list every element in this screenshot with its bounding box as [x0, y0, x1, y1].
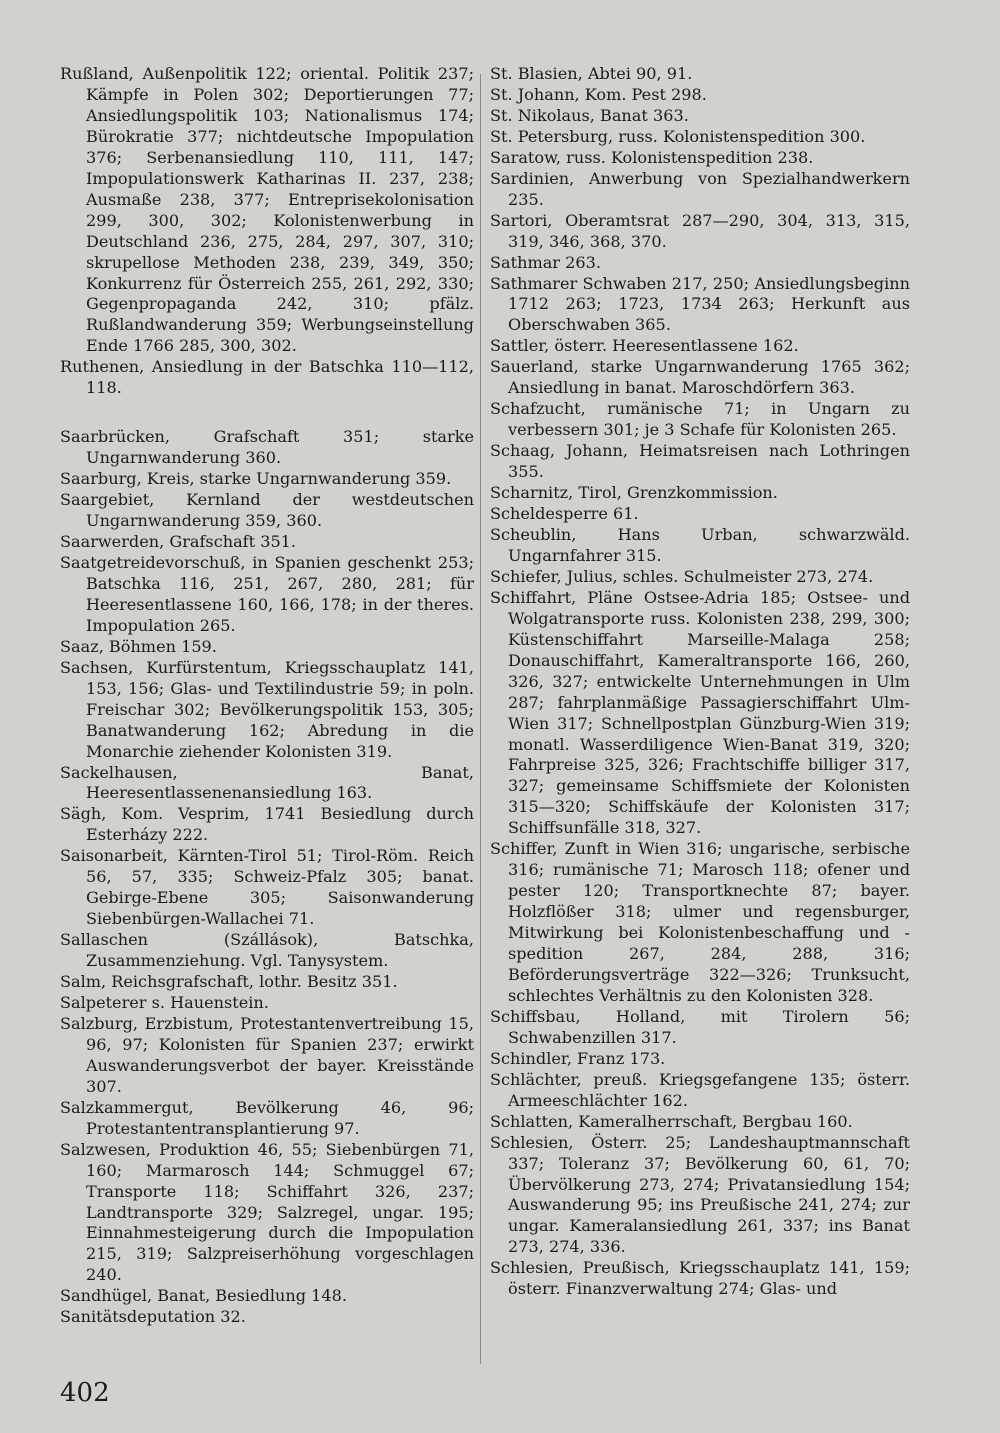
entry-text: Kernland der westdeutschen Ungarnwanderung 359, 360. [86, 490, 474, 531]
index-entry [490, 1112, 910, 1133]
entry-headword: St. Nikolaus, [490, 105, 595, 125]
entry-headword: Schafzucht, [490, 399, 586, 419]
entry-text: Österr. 25; Landeshauptmannschaft 337; Toleranz 37; Bevölkerung 60, 61, 70; Übervölkerung 273, 274; Privatansiedlung 154; Auswanderung 95; ins Preußische 241, 274; zur ungar. Kameralansiedlung 261, 337; ins Banat 273, 274, 336. [508, 1132, 910, 1257]
index-entry [60, 427, 474, 469]
entry-headword: Sackelhausen, [60, 762, 178, 782]
entry-headword: Sathmarer Schwaben [490, 273, 667, 293]
column-divider [480, 74, 481, 1364]
entry-headword: Sartori, [490, 210, 553, 230]
entry-text: Kärnten-Tirol 51; Tirol-Röm. Reich 56, 57, 335; Schweiz-Pfalz 305; banat. Gebirge-Ebene 305; Saisonwanderung Siebenbürgen-Wallachei 71. [86, 846, 474, 929]
index-entry [490, 253, 910, 274]
index-entry [490, 588, 910, 839]
entry-headword: Saargebiet, [60, 490, 155, 510]
index-entry [490, 1070, 910, 1112]
index-entry [490, 85, 910, 106]
entry-headword: Rußland, [60, 64, 134, 83]
entry-text: russ. Kolonistenspedition 238. [561, 147, 814, 167]
entry-text: Anwerbung von Spezialhandwerkern 235. [508, 168, 910, 209]
entry-text: Grafschaft 351. [164, 532, 297, 552]
entry-text: Kom. Pest 298. [579, 84, 707, 104]
index-entry [490, 483, 910, 504]
index-entry [490, 504, 910, 525]
index-entry [60, 490, 474, 532]
entry-text: Kameralherrschaft, Bergbau 160. [573, 1111, 853, 1131]
index-entry [490, 1258, 910, 1300]
entry-headword: Schiffahrt, [490, 587, 577, 607]
entry-headword: Sägh, [60, 804, 107, 824]
entry-text: Oberamtsrat 287—290, 304, 313, 315, 319, 346, 368, 370. [508, 210, 910, 251]
entry-text: in Spanien geschenkt 253; Batschka 116, 251, 267, 280, 281; für Heeresentlassene 160, 166, 178; in der theres. Impopulation 265. [86, 552, 474, 635]
entry-headword: Sanitätsdeputation [60, 1307, 216, 1327]
entry-text: Banat 363. [594, 105, 689, 125]
index-entry [490, 357, 910, 399]
entry-text: Grafschaft 351; starke Ungarnwanderung 360. [86, 427, 474, 468]
index-entry [490, 127, 910, 148]
index-entry [60, 357, 474, 399]
index-entry [490, 148, 910, 169]
entry-headword: Schlesien, [490, 1258, 574, 1278]
section-gap [60, 399, 474, 427]
entry-text: Banat, Besiedlung 148. [152, 1286, 348, 1306]
entry-headword: Salzburg, [60, 1013, 139, 1033]
index-entry [60, 846, 474, 930]
entry-text: Bevölkerung 46, 96; Protestantentransplantierung 97. [86, 1097, 474, 1138]
entry-headword: Salm, [60, 972, 107, 992]
index-entry [60, 1140, 474, 1287]
entry-text: starke Ungarnwanderung 1765 362; Ansiedlung in banat. Maroschdörfern 363. [508, 357, 910, 398]
index-entry [490, 64, 910, 85]
entry-text: österr. Heeresentlassene 162. [549, 336, 799, 356]
entry-headword: Ruthenen, [60, 357, 145, 377]
entry-headword: Scheublin, [490, 524, 577, 544]
index-entry [490, 567, 910, 588]
entry-headword: Saisonarbeit, [60, 846, 168, 866]
index-entry [60, 658, 474, 763]
entry-text: s. Hauenstein. [146, 992, 269, 1012]
index-entry [490, 441, 910, 483]
index-entry [490, 336, 910, 357]
entry-headword: Saatgetreidevorschuß, [60, 552, 246, 572]
left-index-column [60, 64, 474, 1328]
entry-headword: Schlatten, [490, 1111, 574, 1131]
entry-headword: Schiffsbau, [490, 1006, 581, 1026]
entry-headword: Sardinien, [490, 168, 575, 188]
entry-headword: Sandhügel, [60, 1286, 153, 1306]
entry-headword: Schindler, [490, 1048, 572, 1068]
index-entry [60, 64, 474, 357]
entry-text: Banat, Heeresentlassenenansiedlung 163. [86, 762, 474, 803]
entry-headword: Schaag, [490, 441, 556, 461]
entry-headword: Schlesien, [490, 1132, 574, 1152]
entry-headword: Saarburg, [60, 469, 142, 489]
index-entry [490, 274, 910, 337]
entry-text: Erzbistum, Protestantenvertreibung 15, 96, 97; Kolonisten für Spanien 237; erwirkt Auswanderungsverbot der bayer. Kreisstände 307. [86, 1013, 474, 1096]
index-entry [490, 211, 910, 253]
entry-text: 32. [215, 1307, 246, 1327]
entry-headword: Sallaschen [60, 930, 149, 950]
entry-headword: Schiefer, [490, 566, 562, 586]
index-entry [60, 1098, 474, 1140]
entry-text: Reichsgrafschaft, lothr. Besitz 351. [106, 972, 398, 992]
entry-headword: Scheldesperre [490, 504, 608, 524]
entry-headword: Sachsen, [60, 657, 134, 677]
entry-headword: Salzkammergut, [60, 1097, 194, 1117]
entry-text: Tirol, Grenzkommission. [573, 483, 778, 503]
entry-text: 217, 250; Ansiedlungsbeginn 1712 263; 1723, 1734 263; Herkunft aus Oberschwaben 365. [508, 273, 910, 335]
index-entry [490, 525, 910, 567]
entry-text: Pläne Ostsee-Adria 185; Ostsee- und Wolgatransporte russ. Kolonisten 238, 299, 300; Küstenschiffahrt Marseille-Malaga 258; Donauschiffahrt, Kameraltransporte 166, 260, 326, 327; entwickelte Unternehmungen in Ulm 287; fahrplanmäßige Passagierschiffahrt Ulm-Wien 317; Schnellpostplan Günzburg-Wien 319; monatl. Wasserdiligence Wien-Banat 319, 320; Fahrpreise 325, 326; Frachtschiffe billiger 317, 327; gemeinsame Schiffsmiete der Kolonisten 315—320; Schiffskäufe der Kolonisten 317; Schiffsunfälle 318, 327. [508, 587, 910, 838]
index-entry [60, 637, 474, 658]
entry-text: Kreis, starke Ungarnwanderung 359. [141, 469, 452, 489]
entry-headword: St. Johann, [490, 84, 580, 104]
index-entry [490, 106, 910, 127]
index-entry [60, 1014, 474, 1098]
index-entry [490, 1007, 910, 1049]
entry-text: Julius, schles. Schulmeister 273, 274. [561, 566, 874, 586]
index-entry [490, 169, 910, 211]
entry-text: rumänische 71; in Ungarn zu verbessern 301; je 3 Schafe für Kolonisten 265. [508, 399, 910, 440]
index-entry [490, 1133, 910, 1259]
index-entry [60, 993, 474, 1014]
index-entry [60, 1286, 474, 1307]
entry-headword: Saarwerden, [60, 532, 165, 552]
entry-text: Preußisch, Kriegsschauplatz 141, 159; österr. Finanzverwaltung 274; Glas- und [508, 1258, 910, 1299]
page-number: 402 [60, 1378, 110, 1408]
entry-text: Kurfürstentum, Kriegsschauplatz 141, 153, 156; Glas- und Textilindustrie 59; in poln. Freischar 302; Bevölkerungspolitik 153, 305; Banatwanderung 162; Abredung in die Monarchie ziehender Kolonisten 319. [86, 657, 474, 761]
index-entry [490, 839, 910, 1007]
entry-text: Außenpolitik 122; oriental. Politik 237; Kämpfe in Polen 302; Deportierungen 77; Ansiedlungspolitik 103; Nationalismus 174; Bürokratie 377; nichtdeutsche Impopulation 376; Serbenansiedlung 110, 111, 147; Impopulationswerk Katharinas II. 237, 238; Ausmaße 238, 377; Entreprisekolonisation 299, 300, 302; Kolonistenwerbung in Deutschland 236, 275, 284, 297, 307, 310; skrupellose Methoden 238, 239, 349, 350; Konkurrenz für Österreich 255, 261, 292, 330; Gegenpropaganda 242, 310; pfälz. Rußlandwanderung 359; Werbungseinstellung Ende 1766 285, 300, 302. [86, 64, 474, 356]
index-entry [60, 469, 474, 490]
entry-text: preuß. Kriegsgefangene 135; österr. Armeeschlächter 162. [508, 1069, 910, 1110]
entry-headword: Sathmar [490, 252, 561, 272]
entry-headword: Scharnitz, [490, 483, 574, 503]
index-entry [60, 532, 474, 553]
index-entry [490, 1049, 910, 1070]
entry-headword: Saarbrücken, [60, 427, 171, 447]
entry-headword: St. Petersburg, [490, 126, 614, 146]
entry-headword: St. Blasien, [490, 64, 583, 83]
entry-text: 61. [607, 504, 639, 524]
entry-headword: Saratow, [490, 147, 562, 167]
index-entry [60, 804, 474, 846]
entry-text: Zunft in Wien 316; ungarische, serbische 316; rumänische 71; Marosch 118; ofener und pester 120; Transportknechte 87; bayer. Holzflößer 318; ulmer und regensburger, Mitwirkung bei Kolonistenbeschaffung und -spedition 267, 284, 288, 316; Beförderungsverträge 322—326; Trunksucht, schlechtes Verhältnis zu den Kolonisten 328. [508, 839, 910, 1005]
index-entry [60, 763, 474, 805]
entry-headword: Salzwesen, [60, 1139, 151, 1159]
entry-text: 263. [560, 252, 601, 272]
entry-text: Ansiedlung in der Batschka 110—112, 118. [86, 357, 474, 398]
entry-headword: Salpeterer [60, 992, 147, 1012]
entry-text: Produktion 46, 55; Siebenbürgen 71, 160; Marmarosch 144; Schmuggel 67; Transporte 118; Schiffahrt 326, 237; Landtransporte 329; Salzregel, ungar. 195; Einnahmesteigerung durch die Impopulation 215, 319; Salzpreiserhöhung vorgeschlagen 240. [86, 1139, 474, 1285]
entry-text: Abtei 90, 91. [582, 64, 693, 83]
right-index-column [490, 64, 910, 1300]
entry-text: russ. Kolonistenspedition 300. [613, 126, 866, 146]
entry-headword: Sattler, [490, 336, 550, 356]
index-entry [60, 930, 474, 972]
index-entry [60, 972, 474, 993]
entry-headword: Schiffer, [490, 839, 558, 859]
index-entry [60, 553, 474, 637]
entry-text: Franz 173. [571, 1048, 666, 1068]
entry-text: (Szállások), Batschka, Zusammenziehung. Vgl. Tanysystem. [86, 930, 474, 971]
entry-text: Kom. Vesprim, 1741 Besiedlung durch Esterházy 222. [86, 804, 474, 845]
entry-text: Johann, Heimatsreisen nach Lothringen 355. [508, 441, 910, 482]
index-entry [60, 1307, 474, 1328]
entry-text: Böhmen 159. [103, 636, 217, 656]
index-entry [490, 399, 910, 441]
entry-headword: Sauerland, [490, 357, 579, 377]
entry-headword: Schlächter, [490, 1069, 582, 1089]
entry-headword: Saaz, [60, 636, 104, 656]
entry-text: Holland, mit Tirolern 56; Schwabenzillen 317. [508, 1006, 910, 1047]
entry-text: Hans Urban, schwarzwäld. Ungarnfahrer 315. [508, 524, 910, 565]
